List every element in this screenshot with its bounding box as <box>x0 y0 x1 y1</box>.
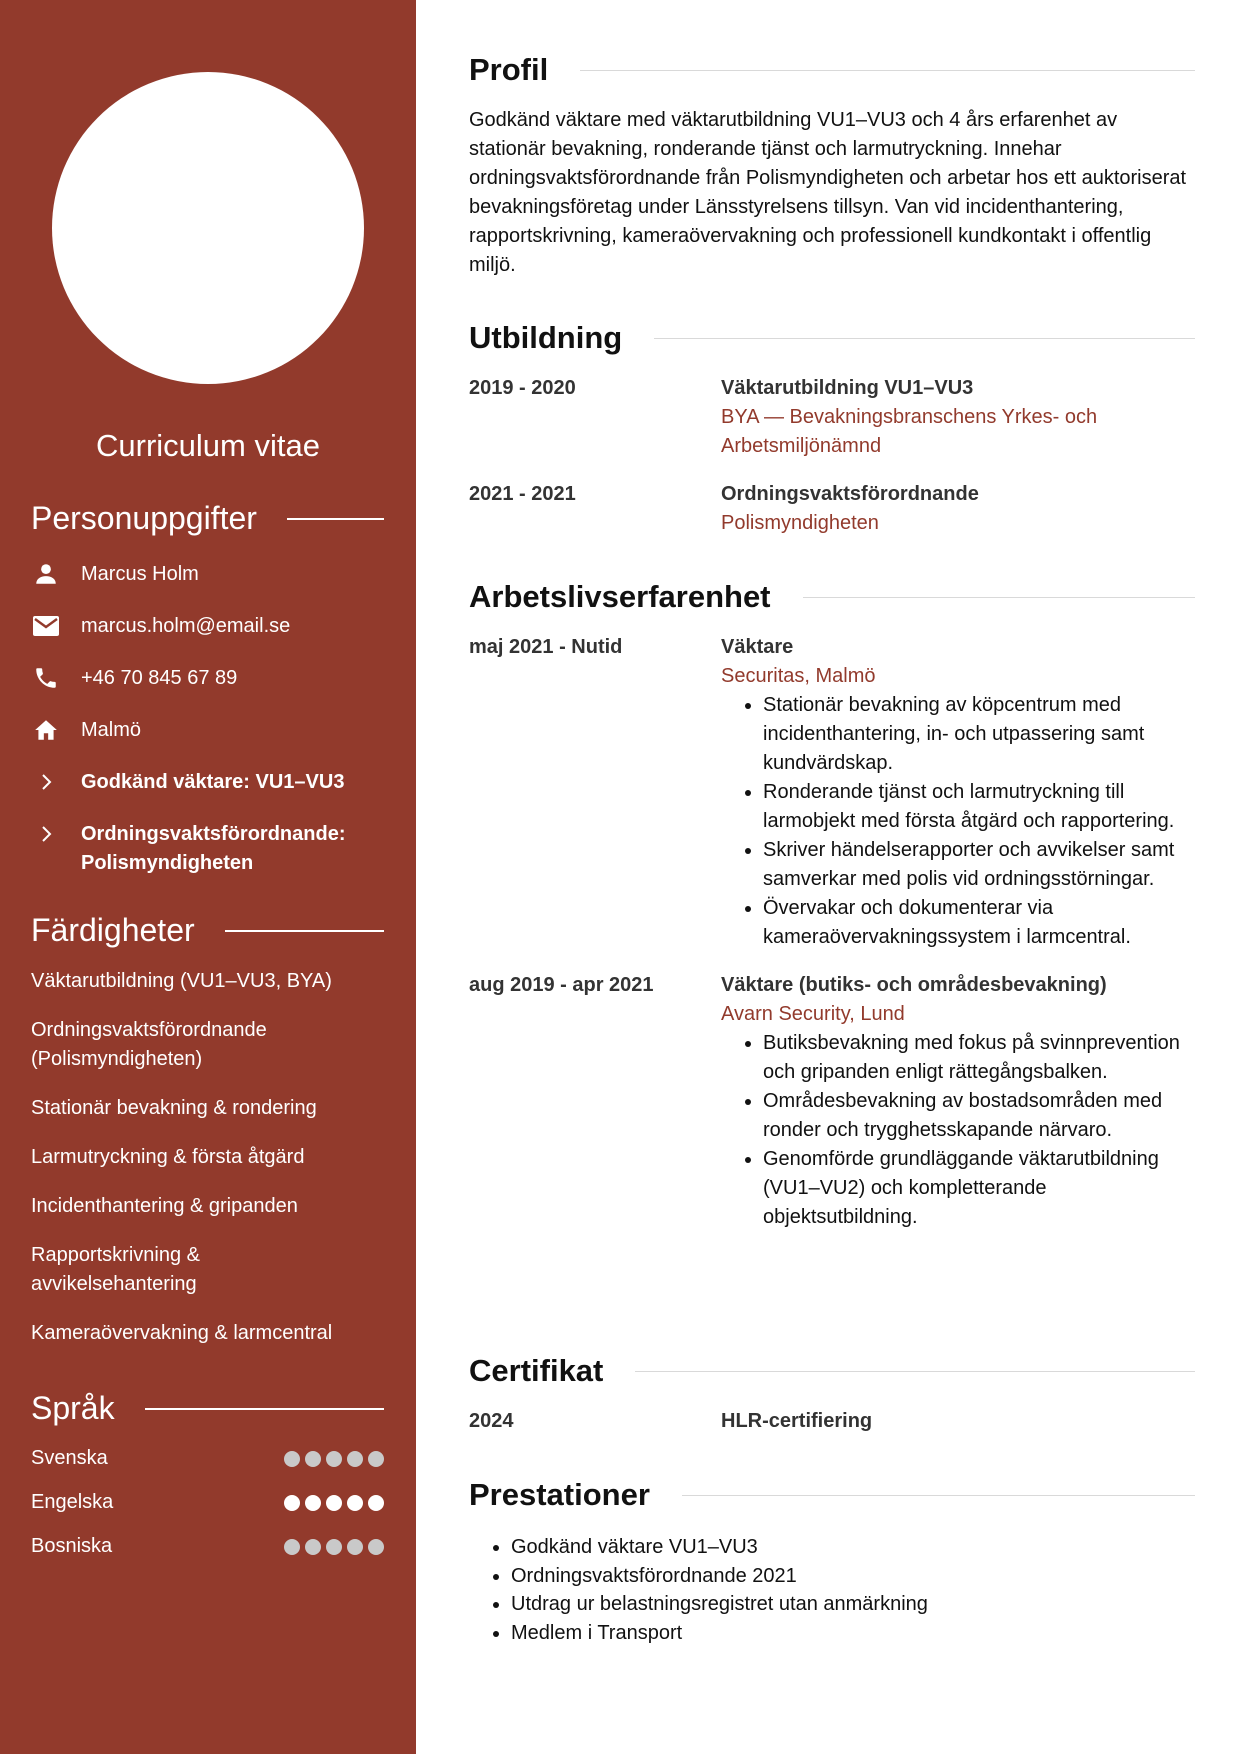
achievement-item: • Ordningsvaktsförordnande 2021 <box>511 1562 1195 1591</box>
skill-item: Kameraövervakning & larmcentral <box>31 1322 333 1344</box>
chevron-right-icon <box>31 767 61 797</box>
certificates-heading: Certifikat <box>469 1353 1195 1389</box>
experience-heading: Arbetslivserfarenhet <box>469 579 1195 615</box>
level-dot <box>368 1539 384 1555</box>
level-dot <box>305 1539 321 1555</box>
level-dot <box>347 1495 363 1511</box>
languages-section <box>31 1390 384 1558</box>
skill-item: Väktarutbildning (VU1–VU3, BYA) <box>31 970 332 992</box>
main-content <box>416 0 1241 1754</box>
mail-icon <box>31 611 61 641</box>
achievements-heading: Prestationer <box>469 1477 1195 1513</box>
certificate-entry: 2024 HLR-certifiering <box>469 1410 873 1432</box>
experience-bullet: • Skriver händelserapporter och avvikelser samt samverkar med polis vid ordningsstörningar. <box>763 836 1195 894</box>
language-level-dots <box>284 1539 384 1555</box>
education-section <box>469 320 1195 538</box>
personal-section <box>31 500 384 878</box>
education-entry: 2019 - 2020 Väktarutbildning VU1–VU3 BYA — Bevakningsbranschens Yrkes- och Arbetsmiljönämnd <box>469 377 1098 457</box>
level-dot <box>326 1451 342 1467</box>
skill-item: Incidenthantering & gripanden <box>31 1195 298 1217</box>
profile-photo <box>52 72 364 384</box>
achievements-list <box>469 1533 1195 1647</box>
experience-bullet: • Genomförde grundläggande väktarutbildning (VU1–VU2) och kompletterande objektsutbildning. <box>763 1145 1195 1232</box>
language-level-dots <box>284 1451 384 1467</box>
achievement-item: • Godkänd väktare VU1–VU3 <box>511 1533 1195 1562</box>
level-dot <box>305 1495 321 1511</box>
contact-extra-1: Godkänd väktare: VU1–VU3 <box>31 767 384 797</box>
education-heading: Utbildning <box>469 320 1195 356</box>
level-dot <box>368 1495 384 1511</box>
experience-bullet: • Stationär bevakning av köpcentrum med incidenthantering, in- och utpassering samt kundvärdskap. <box>763 691 1195 778</box>
achievement-item: • Medlem i Transport <box>511 1619 1195 1648</box>
level-dot <box>347 1539 363 1555</box>
language-row <box>31 1447 384 1470</box>
level-dot <box>284 1495 300 1511</box>
level-dot <box>368 1451 384 1467</box>
level-dot <box>347 1451 363 1467</box>
cv-title: Curriculum vitae <box>96 428 320 463</box>
language-level-dots <box>284 1495 384 1511</box>
languages-heading: Språk <box>31 1390 384 1427</box>
contact-email: marcus.holm@email.se <box>31 611 384 641</box>
certificates-section <box>469 1353 1195 1436</box>
profile-section <box>469 52 1195 280</box>
education-entry: 2021 - 2021 Ordningsvaktsförordnande Polismyndigheten <box>469 483 979 534</box>
skill-item: Stationär bevakning & rondering <box>31 1097 317 1119</box>
contact-city: Malmö <box>31 715 384 745</box>
contact-extra-2: Ordningsvaktsförordnande: Polismyndigheten <box>31 819 384 878</box>
language-name: Bosniska <box>31 1535 113 1557</box>
experience-bullet: • Områdesbevakning av bostadsområden med ronder och trygghetsskapande närvaro. <box>763 1087 1195 1145</box>
level-dot <box>305 1451 321 1467</box>
language-name: Svenska <box>31 1447 108 1469</box>
experience-bullet: • Butiksbevakning med fokus på svinnprevention och gripanden enligt rättegångsbalken. <box>763 1029 1195 1087</box>
personal-heading: Personuppgifter <box>31 500 384 537</box>
level-dot <box>284 1539 300 1555</box>
experience-bullet: • Övervakar och dokumenterar via kameraövervakningssystem i larmcentral. <box>763 894 1195 952</box>
language-row <box>31 1491 384 1514</box>
contact-phone: +46 70 845 67 89 <box>31 663 384 693</box>
person-icon <box>31 559 61 589</box>
experience-bullet: • Ronderande tjänst och larmutryckning till larmobjekt med första åtgärd och rapportering. <box>763 778 1195 836</box>
language-row <box>31 1535 384 1558</box>
experience-entry: maj 2021 - Nutid Väktare Securitas, Malmö • Stationär bevakning av köpcentrum med incidenthantering, in- och utpassering samt kundvärdskap. • Ronderande tjänst och larmutryckning till larmobjekt med första åtgärd och rapportering. • Skriver händelserapporter och avvikelser samt samverkar med polis vid ordningsstörningar. • Övervakar och dokumenterar via kameraövervakningssystem i larmcentral. <box>469 633 1195 952</box>
level-dot <box>284 1451 300 1467</box>
level-dot <box>326 1495 342 1511</box>
chevron-right-icon <box>31 819 61 849</box>
home-icon <box>31 715 61 745</box>
phone-icon <box>31 663 61 693</box>
profile-text: Godkänd väktare med väktarutbildning VU1–VU3 och 4 års erfarenhet av stationär bevakning, ronderande tjänst och larmutryckning. Innehar ordningsvaktsförordnande från Polismyndigheten och arbetar hos ett auktoriserat bevakningsföretag under Länsstyrelsens tillsyn. Van vid incidenthantering, rapportskrivning, kameraövervakning och professionell kundkontakt i offentlig miljö. <box>469 109 1187 276</box>
skills-section <box>31 912 384 1348</box>
language-name: Engelska <box>31 1491 114 1513</box>
skill-item: Larmutryckning & första åtgärd <box>31 1146 305 1168</box>
experience-entry: aug 2019 - apr 2021 Väktare (butiks- och områdesbevakning) Avarn Security, Lund • Butiksbevakning med fokus på svinnprevention och gripanden enligt rättegångsbalken. • Områdesbevakning av bostadsområden med ronder och trygghetsskapande närvaro. • Genomförde grundläggande väktarutbildning (VU1–VU2) och kompletterande objektsutbildning. <box>469 971 1195 1232</box>
skills-heading: Färdigheter <box>31 912 384 949</box>
experience-section <box>469 579 1195 1232</box>
level-dot <box>326 1539 342 1555</box>
achievement-item: • Utdrag ur belastningsregistret utan anmärkning <box>511 1590 1195 1619</box>
achievements-section <box>469 1477 1195 1647</box>
contact-name: Marcus Holm <box>31 559 384 589</box>
skill-item: Rapportskrivning & avvikelsehantering <box>31 1244 200 1295</box>
profile-heading: Profil <box>469 52 1195 88</box>
sidebar <box>0 0 416 1754</box>
skill-item: Ordningsvaktsförordnande (Polismyndigheten) <box>31 1019 267 1070</box>
